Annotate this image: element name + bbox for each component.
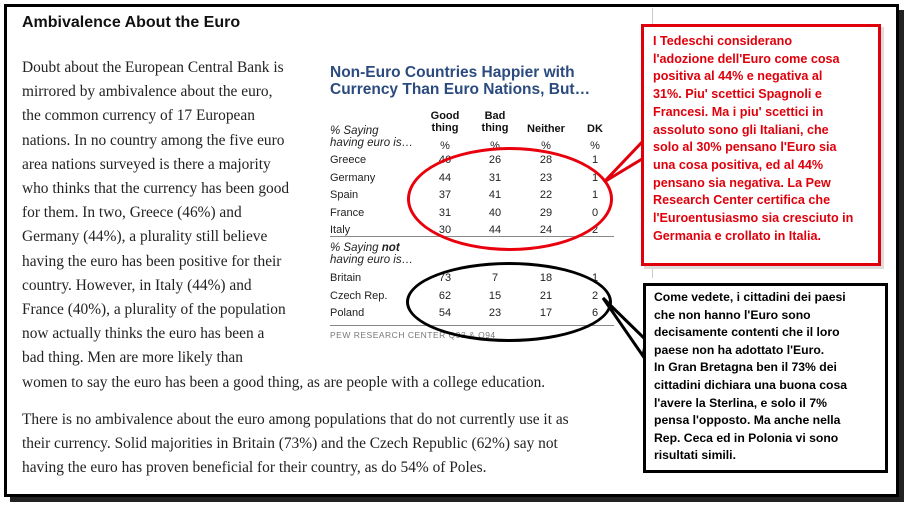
table-cell: 17: [539, 307, 553, 319]
annotation-line: paese non ha adottato l'Euro.: [654, 342, 825, 357]
annotation-line: risultati simili.: [654, 448, 736, 463]
table-cell: 28: [539, 154, 553, 166]
paragraph-line: having the euro has been positive for their: [22, 252, 282, 270]
column-header-text: thing: [431, 122, 459, 134]
column-header-text: Good: [430, 110, 460, 122]
section-label-line: having euro is…: [330, 137, 414, 149]
paragraph-line: women to say the euro has been a good thing, as are people with a college education.: [22, 373, 546, 391]
paragraph-line: their currency. Solid majorities in Britain (73%) and the Czech Republic (62%) say not: [22, 435, 558, 453]
table-cell: 15: [488, 289, 502, 302]
percent-sign: %: [440, 140, 450, 152]
table-cell: 73: [438, 272, 452, 284]
table-cell: 29: [539, 206, 553, 219]
annotation-line: pensano sia negativa. La Pew: [653, 175, 831, 190]
table-cell: 41: [488, 189, 502, 201]
source-note: PEW RESEARCH CENTER Q93 & Q94: [330, 330, 496, 340]
annotation-line: solo al 30% pensano l'Euro sia: [653, 140, 837, 155]
table-title-line: Non-Euro Countries Happier with: [330, 64, 575, 81]
table-cell: 31: [488, 171, 502, 184]
paragraph-line: the common currency of 17 European: [22, 107, 255, 125]
country-name: Greece: [330, 154, 367, 166]
table-cell: 62: [438, 289, 452, 302]
table-cell: 24: [539, 224, 553, 236]
annotation-line: Rep. Ceca ed in Polonia vi sono: [654, 430, 839, 445]
table-cell: 0: [591, 206, 599, 219]
red-annotation-box: [641, 24, 881, 266]
percent-sign: %: [541, 140, 551, 152]
table-cell: 26: [488, 154, 502, 166]
annotation-line: cittadini dichiara una buona cosa: [654, 377, 848, 392]
paragraph-line: Germany (44%), a plurality still believe: [22, 228, 268, 246]
table-cell: 54: [438, 307, 452, 319]
table-cell: 23: [488, 307, 502, 319]
country-name: Czech Rep.: [330, 289, 388, 302]
table-cell: 31: [438, 206, 452, 219]
annotation-line: pensa l'opposto. Ma anche nella: [654, 413, 841, 428]
percent-sign: %: [490, 140, 500, 152]
table-cell: 1: [591, 171, 599, 184]
column-header-text: Bad: [484, 110, 506, 122]
country-name: Poland: [330, 307, 365, 319]
annotation-line: Francesi. Ma i piu' scettici in: [653, 104, 824, 119]
table-cell: 1: [591, 272, 599, 284]
table-title-line: Currency Than Euro Nations, But…: [330, 81, 591, 98]
paragraph-line: country. However, in Italy (44%) and: [22, 276, 252, 294]
paragraph-line: France (40%), a plurality of the population: [22, 301, 286, 319]
section-label-line: having euro is…: [330, 254, 414, 266]
annotation-line: decisamente contenti che il loro: [654, 325, 840, 340]
paragraph-line: having the euro has proven beneficial for their country, as do 54% of Poles.: [22, 459, 487, 477]
table-cell: 21: [539, 289, 553, 302]
annotation-line: Come vedete, i cittadini dei paesi: [654, 290, 846, 304]
annotation-line: assoluto sono gli Italiani, che: [653, 122, 829, 137]
paragraph-line: There is no ambivalence about the euro among populations that do not currently use it as: [22, 411, 569, 428]
annotation-line: una cosa positiva, ed al 44%: [653, 157, 824, 172]
article-heading: Ambivalence About the Euro: [22, 14, 241, 31]
table-cell: 37: [438, 189, 452, 201]
paragraph-line: who thinks that the currency has been good: [22, 180, 290, 198]
annotation-line: l'avere la Sterlina, e solo il 7%: [654, 395, 827, 410]
table-cell: 2: [591, 224, 599, 236]
annotation-line: l'adozione dell'Euro come cosa: [653, 51, 840, 66]
table-cell: 44: [488, 224, 502, 236]
table-cell: 46: [438, 154, 452, 166]
black-callout-pointer: [603, 298, 646, 356]
table-cell: 18: [539, 272, 553, 284]
annotation-line: che non hanno l'Euro sono: [654, 307, 811, 322]
paragraph-line: for them. In two, Greece (46%) and: [22, 204, 242, 222]
annotation-line: positiva al 44% e negativa al: [653, 69, 823, 84]
paragraph-line: mirrored by ambivalence about the euro,: [22, 83, 273, 101]
table-cell: 22: [539, 189, 553, 201]
table-cell: 1: [591, 154, 599, 166]
table-cell: 7: [491, 272, 499, 284]
country-name: Britain: [330, 272, 362, 284]
section-label-line: % Saying: [330, 125, 379, 137]
table-cell: 6: [591, 307, 599, 319]
column-header-neither: Neither: [527, 123, 565, 135]
black-annotation-box: [643, 283, 888, 473]
table-cell: 30: [438, 224, 452, 236]
paragraph-line: now actually thinks the euro has been a: [22, 325, 265, 343]
annotation-line: In Gran Bretagna ben il 73% dei: [654, 360, 837, 375]
percent-sign: %: [590, 140, 600, 152]
section-label-prefix: % Saying: [330, 242, 382, 254]
country-name: Germany: [330, 171, 376, 184]
country-name: France: [330, 206, 365, 219]
annotation-line: Germania e crollato in Italia.: [653, 228, 821, 243]
table-cell: 44: [438, 171, 452, 184]
table-cell: 40: [488, 206, 502, 219]
table-cell: 23: [539, 171, 553, 184]
paragraph-line: area nations surveyed is there a majority: [22, 155, 271, 173]
paragraph-line: Doubt about the European Central Bank is: [22, 59, 284, 76]
paragraph-line: nations. In no country among the five euro: [22, 131, 285, 149]
annotation-line: Research Center certifica che: [653, 193, 831, 208]
annotation-line: I Tedeschi considerano: [653, 34, 793, 48]
column-header-text: thing: [481, 122, 509, 134]
annotation-line: 31%. Piu' scettici Spagnoli e: [653, 87, 822, 102]
annotation-line: l'Euroentusiasmo sia cresciuto in: [653, 211, 854, 226]
table-cell: 1: [591, 189, 599, 201]
table-cell: 2: [591, 289, 599, 302]
country-name: Spain: [330, 189, 359, 201]
column-header-dk: DK: [587, 123, 603, 135]
section-label-emphasis: not: [381, 242, 400, 254]
paragraph-line: bad thing. Men are more likely than: [22, 349, 243, 367]
country-name: Italy: [330, 224, 351, 236]
